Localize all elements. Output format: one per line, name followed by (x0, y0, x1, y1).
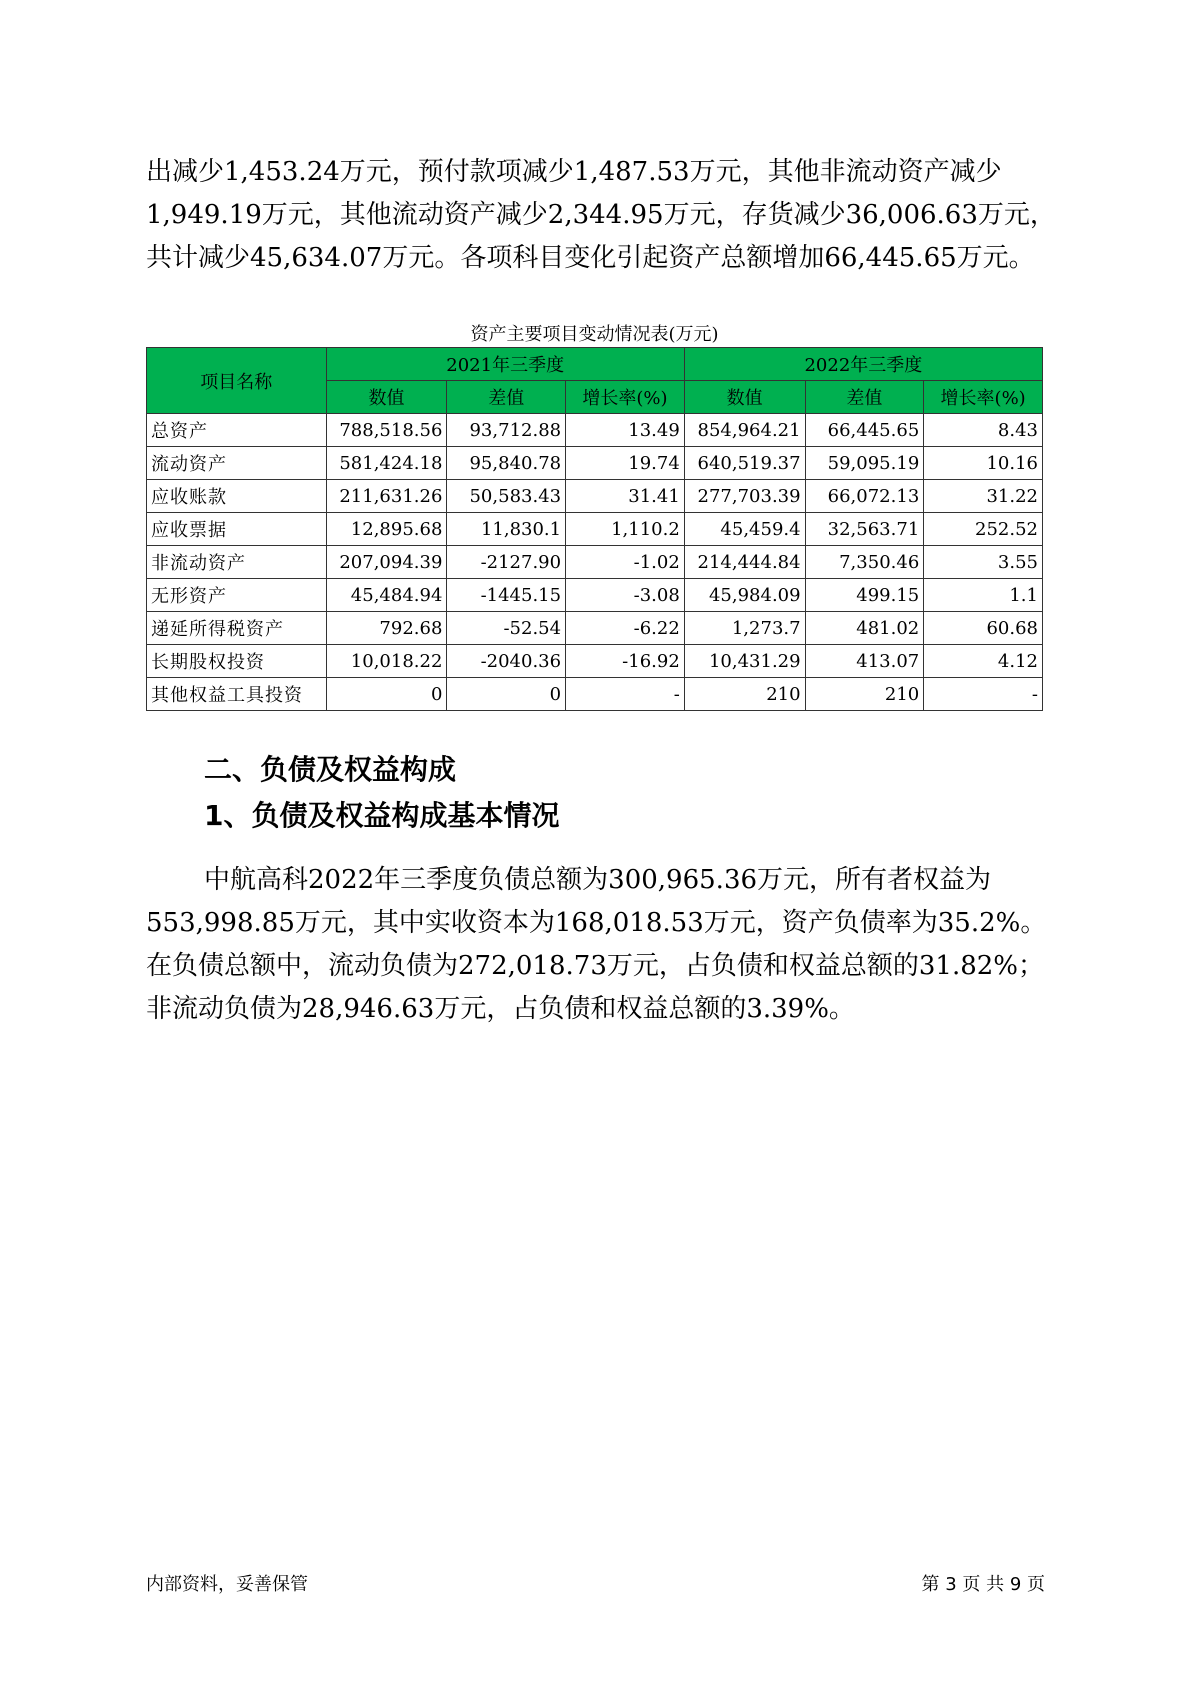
column-header-period: 2021年三季度 (326, 348, 684, 381)
table-cell-item-name: 总资产 (147, 414, 327, 447)
table-row (147, 513, 1043, 546)
table-cell-value: 210 (805, 678, 924, 711)
table-cell-value: 10,431.29 (684, 645, 805, 678)
table-cell-value: -6.22 (566, 612, 685, 645)
table-cell-value: 792.68 (326, 612, 447, 645)
table-cell-item-name: 应收票据 (147, 513, 327, 546)
table-row (147, 612, 1043, 645)
asset-changes-table (146, 347, 1043, 711)
footer-confidential-note: 内部资料，妥善保管 (146, 1574, 308, 1595)
table-cell-value: -1445.15 (447, 579, 566, 612)
column-header-value: 数值 (326, 381, 447, 414)
table-cell-value: 50,583.43 (447, 480, 566, 513)
table-row (147, 447, 1043, 480)
paragraph-line: 共计减少45,634.07万元。各项科目变化引起资产总额增加66,445.65万元。 (146, 243, 1035, 273)
table-cell-value: 211,631.26 (326, 480, 447, 513)
table-cell-value: -2127.90 (447, 546, 566, 579)
table-cell-value: 13.49 (566, 414, 685, 447)
table-cell-item-name: 非流动资产 (147, 546, 327, 579)
paragraph-line: 553,998.85万元，其中实收资本为168,018.53万元，资产负债率为35.2%。 (146, 908, 1047, 938)
table-header-row (147, 348, 1043, 381)
table-cell-value: 11,830.1 (447, 513, 566, 546)
table-row (147, 678, 1043, 711)
column-header-difference: 差值 (447, 381, 566, 414)
table-cell-value: 59,095.19 (805, 447, 924, 480)
table-cell-value: -16.92 (566, 645, 685, 678)
table-cell-value: 66,072.13 (805, 480, 924, 513)
table-cell-value: -1.02 (566, 546, 685, 579)
table-cell-value: 499.15 (805, 579, 924, 612)
table-cell-value: 1,110.2 (566, 513, 685, 546)
table-cell-value: 581,424.18 (326, 447, 447, 480)
table-cell-value: 45,484.94 (326, 579, 447, 612)
table-cell-value: - (566, 678, 685, 711)
table-cell-value: 93,712.88 (447, 414, 566, 447)
table-cell-value: 210 (684, 678, 805, 711)
table-row (147, 546, 1043, 579)
table-cell-value: 413.07 (805, 645, 924, 678)
table-cell-value: 854,964.21 (684, 414, 805, 447)
table-cell-item-name: 无形资产 (147, 579, 327, 612)
table-row (147, 645, 1043, 678)
body-paragraph (146, 859, 1046, 1031)
table-cell-value: -3.08 (566, 579, 685, 612)
table-caption: 资产主要项目变动情况表(万元) (470, 324, 719, 345)
table-row (147, 480, 1043, 513)
table-cell-value: 10,018.22 (326, 645, 447, 678)
column-header-name: 项目名称 (147, 348, 327, 414)
table-cell-value: 0 (326, 678, 447, 711)
column-header-growth: 增长率(%) (566, 381, 685, 414)
column-header-value: 数值 (684, 381, 805, 414)
table-cell-value: 95,840.78 (447, 447, 566, 480)
table-cell-value: 3.55 (924, 546, 1043, 579)
table-cell-value: 31.22 (924, 480, 1043, 513)
table-cell-item-name: 长期股权投资 (147, 645, 327, 678)
column-header-difference: 差值 (805, 381, 924, 414)
table-cell-item-name: 应收账款 (147, 480, 327, 513)
table-cell-value: 60.68 (924, 612, 1043, 645)
table-cell-item-name: 递延所得税资产 (147, 612, 327, 645)
table-cell-value: 277,703.39 (684, 480, 805, 513)
table-cell-value: 214,444.84 (684, 546, 805, 579)
table-cell-value: 31.41 (566, 480, 685, 513)
table-cell-value: 45,459.4 (684, 513, 805, 546)
table-cell-value: 207,094.39 (326, 546, 447, 579)
table-cell-value: 4.12 (924, 645, 1043, 678)
table-cell-value: 1,273.7 (684, 612, 805, 645)
paragraph-line: 1,949.19万元，其他流动资产减少2,344.95万元，存货减少36,006.63万元， (146, 200, 1056, 230)
paragraph-line: 在负债总额中，流动负债为272,018.73万元，占负债和权益总额的31.82%； (146, 951, 1045, 981)
column-header-period: 2022年三季度 (684, 348, 1042, 381)
table-cell-item-name: 其他权益工具投资 (147, 678, 327, 711)
table-cell-value: -2040.36 (447, 645, 566, 678)
body-paragraph (146, 151, 1056, 280)
table-cell-value: 0 (447, 678, 566, 711)
table-cell-value: 7,350.46 (805, 546, 924, 579)
table-cell-value: 45,984.09 (684, 579, 805, 612)
section-heading: 二、负债及权益构成 (204, 753, 457, 786)
table-cell-value: 252.52 (924, 513, 1043, 546)
paragraph-line: 非流动负债为28,946.63万元，占负债和权益总额的3.39%。 (146, 994, 855, 1024)
table-cell-value: 8.43 (924, 414, 1043, 447)
table-cell-value: 12,895.68 (326, 513, 447, 546)
table-cell-value: 481.02 (805, 612, 924, 645)
table-cell-value: 788,518.56 (326, 414, 447, 447)
table-row (147, 414, 1043, 447)
table-cell-value: 10.16 (924, 447, 1043, 480)
table-cell-value: 1.1 (924, 579, 1043, 612)
table-cell-value: -52.54 (447, 612, 566, 645)
table-cell-value: 19.74 (566, 447, 685, 480)
table-cell-item-name: 流动资产 (147, 447, 327, 480)
table-cell-value: - (924, 678, 1043, 711)
paragraph-line: 中航高科2022年三季度负债总额为300,965.36万元，所有者权益为 (204, 865, 992, 895)
paragraph-line: 出减少1,453.24万元，预付款项减少1,487.53万元，其他非流动资产减少 (146, 157, 1002, 187)
table-cell-value: 66,445.65 (805, 414, 924, 447)
table-cell-value: 32,563.71 (805, 513, 924, 546)
table-cell-value: 640,519.37 (684, 447, 805, 480)
footer-page-number: 第 3 页 共 9 页 (921, 1574, 1045, 1595)
table-row (147, 579, 1043, 612)
column-header-growth: 增长率(%) (924, 381, 1043, 414)
subsection-heading: 1、负债及权益构成基本情况 (204, 799, 560, 832)
